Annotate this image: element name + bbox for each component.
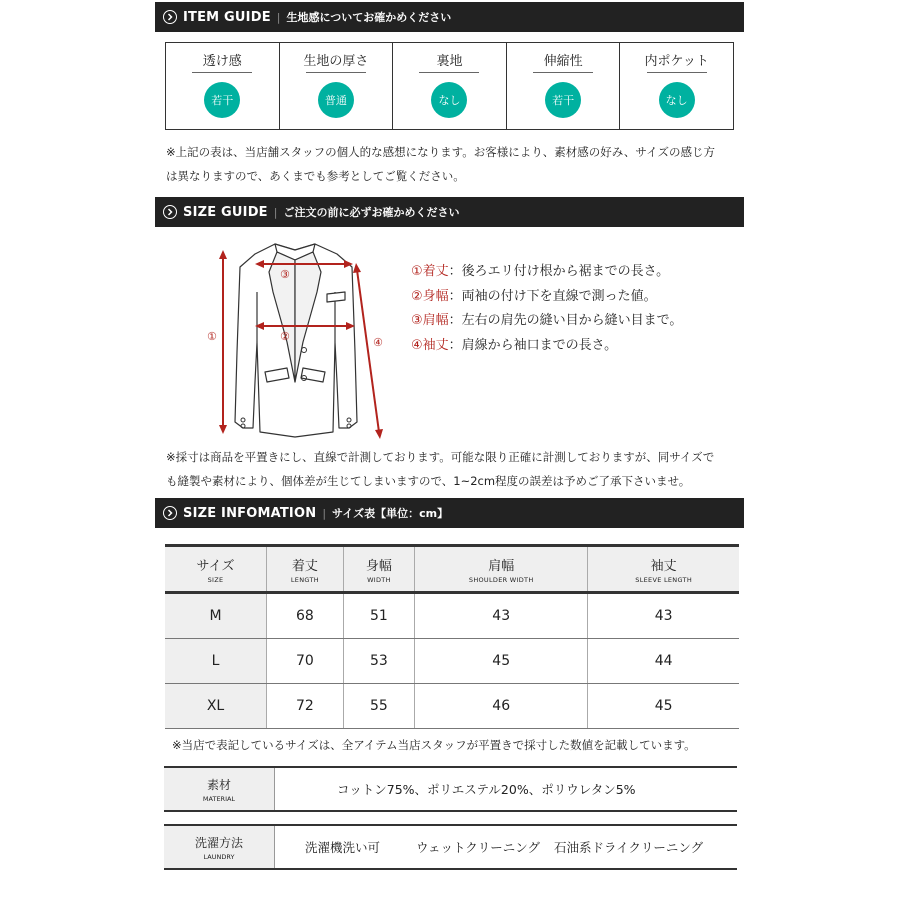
chevron-right-icon: [163, 205, 177, 219]
size-info-header: SIZE INFOMATION | サイズ表【単位：cm】: [155, 498, 744, 528]
laundry-value: 洗濯機洗い可: [305, 840, 381, 855]
section-title: SIZE GUIDE: [183, 204, 268, 220]
column-header: 肩幅 SHOULDER WIDTH: [415, 546, 588, 593]
laundry-value: ウェットクリーニング: [416, 840, 541, 855]
marker-4: ④: [373, 336, 383, 349]
section-subtitle: 生地感についてお確かめください: [286, 11, 452, 24]
definition-sleeve: ④袖丈：肩線から袖口までの長さ。: [411, 337, 618, 353]
table-header-row: [165, 546, 739, 593]
marker-3: ③: [280, 268, 290, 281]
item-guide-note: ※上記の表は、当店舗スタッフの個人的な感想になります。お客様により、素材感の好み、サイズの感じ方 は異なりますので、あくまでも参考としてご覧ください。: [166, 145, 715, 183]
laundry-row: [164, 824, 737, 870]
material-row: [164, 766, 737, 812]
chevron-right-icon: [163, 10, 177, 24]
material-label: 素材 MATERIAL: [164, 768, 275, 810]
laundry-label: 洗濯方法 LAUNDRY: [164, 826, 275, 868]
laundry-value: 石油系ドライクリーニング: [554, 840, 704, 855]
column-header: サイズ SIZE: [165, 546, 267, 593]
size-guide-header: SIZE GUIDE | ご注文の前に必ずお確かめください: [155, 197, 744, 227]
laundry-values: [275, 826, 737, 868]
size-definitions: [411, 260, 682, 358]
guide-cell: 透け感 若干: [166, 43, 280, 129]
guide-cell: 生地の厚さ 普通: [280, 43, 394, 129]
column-header: 袖丈 SLEEVE LENGTH: [588, 546, 739, 593]
guide-value-badge: なし: [659, 82, 695, 118]
section-subtitle: ご注文の前に必ずお確かめください: [283, 206, 460, 219]
table-row: M 68 51 43 43: [165, 593, 739, 639]
table-row: L 70 53 45 44: [165, 639, 739, 684]
guide-cell: 裏地 なし: [393, 43, 507, 129]
column-header: 着丈 LENGTH: [267, 546, 344, 593]
column-header: 身幅 WIDTH: [343, 546, 414, 593]
item-guide-header: ITEM GUIDE | 生地感についてお確かめください: [155, 2, 744, 32]
guide-value-badge: 若干: [204, 82, 240, 118]
material-value: コットン75%、ポリエステル20%、ポリウレタン5%: [337, 782, 636, 797]
section-title: ITEM GUIDE: [183, 9, 271, 25]
guide-cell: 伸縮性 若干: [507, 43, 621, 129]
chevron-right-icon: [163, 506, 177, 520]
size-table: [165, 544, 739, 729]
table-row: XL 72 55 46 45: [165, 684, 739, 729]
guide-value-badge: なし: [431, 82, 467, 118]
guide-value-badge: 普通: [318, 82, 354, 118]
guide-value-badge: 若干: [545, 82, 581, 118]
size-guide-note: ※採寸は商品を平置きにし、直線で計測しております。可能な限り正確に計測しておりますが、同サイズで も縫製や素材により、個体差が生じてしまいますので、1~2cm程度の誤差は予めご了承下さいませ。: [166, 450, 715, 488]
marker-2: ②: [280, 330, 290, 343]
definition-width: ②身幅：両袖の付け下を直線で測った値。: [411, 288, 657, 304]
size-info-note: ※当店で表記しているサイズは、全アイテム当店スタッフが平置きで採寸した数値を記載しています。: [172, 738, 696, 752]
definition-shoulder: ③肩幅：左右の肩先の縫い目から縫い目まで。: [411, 313, 683, 328]
definition-length: ①着丈：後ろエリ付け根から裾までの長さ。: [411, 264, 670, 279]
item-guide-table: [165, 42, 734, 130]
jacket-diagram: [195, 232, 395, 447]
section-subtitle: サイズ表【単位：cm】: [332, 507, 449, 520]
section-title: SIZE INFOMATION: [183, 505, 317, 521]
marker-1: ①: [207, 330, 217, 343]
guide-cell: 内ポケット なし: [620, 43, 733, 129]
